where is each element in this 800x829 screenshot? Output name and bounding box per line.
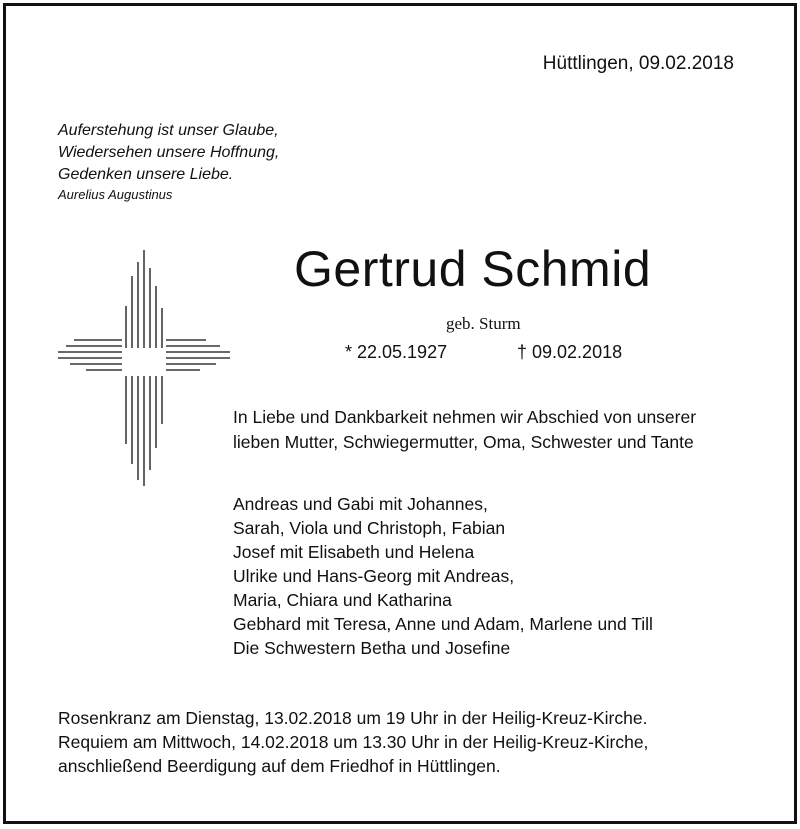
quote-block bbox=[58, 120, 279, 204]
quote-author: Aurelius Augustinus bbox=[58, 187, 173, 202]
deceased-name: Gertrud Schmid bbox=[294, 241, 652, 297]
intro-line: lieben Mutter, Schwiegermutter, Oma, Schwester und Tante bbox=[233, 432, 694, 452]
intro-text bbox=[233, 405, 696, 455]
service-info bbox=[58, 706, 648, 778]
service-line: anschließend Beerdigung auf dem Friedhof in Hüttlingen. bbox=[58, 756, 501, 776]
family-line: Maria, Chiara und Katharina bbox=[233, 590, 452, 610]
family-line: Die Schwestern Betha und Josefine bbox=[233, 638, 511, 658]
quote-line: Wiedersehen unsere Hoffnung, bbox=[58, 144, 280, 161]
death-date: † 09.02.2018 bbox=[517, 342, 623, 362]
family-line: Andreas und Gabi mit Johannes, bbox=[233, 494, 488, 514]
service-line: Rosenkranz am Dienstag, 13.02.2018 um 19 Uhr in der Heilig-Kreuz-Kirche. bbox=[58, 708, 648, 728]
intro-line: In Liebe und Dankbarkeit nehmen wir Abschied von unserer bbox=[233, 407, 697, 427]
quote-line: Auferstehung ist unser Glaube, bbox=[58, 122, 279, 139]
service-line: Requiem am Mittwoch, 14.02.2018 um 13.30 Uhr in der Heilig-Kreuz-Kirche, bbox=[58, 732, 649, 752]
line-cross-icon bbox=[56, 248, 232, 488]
family-line: Josef mit Elisabeth und Helena bbox=[233, 542, 475, 562]
quote-line: Gedenken unsere Liebe. bbox=[58, 166, 234, 183]
family-list bbox=[233, 492, 653, 660]
family-line: Ulrike und Hans-Georg mit Andreas, bbox=[233, 566, 515, 586]
birth-date: * 22.05.1927 bbox=[345, 342, 448, 362]
family-line: Gebhard mit Teresa, Anne und Adam, Marlene und Till bbox=[233, 614, 653, 634]
maiden-name: geb. Sturm bbox=[446, 314, 521, 333]
family-line: Sarah, Viola und Christoph, Fabian bbox=[233, 518, 506, 538]
place-date: Hüttlingen, 09.02.2018 bbox=[542, 53, 734, 74]
